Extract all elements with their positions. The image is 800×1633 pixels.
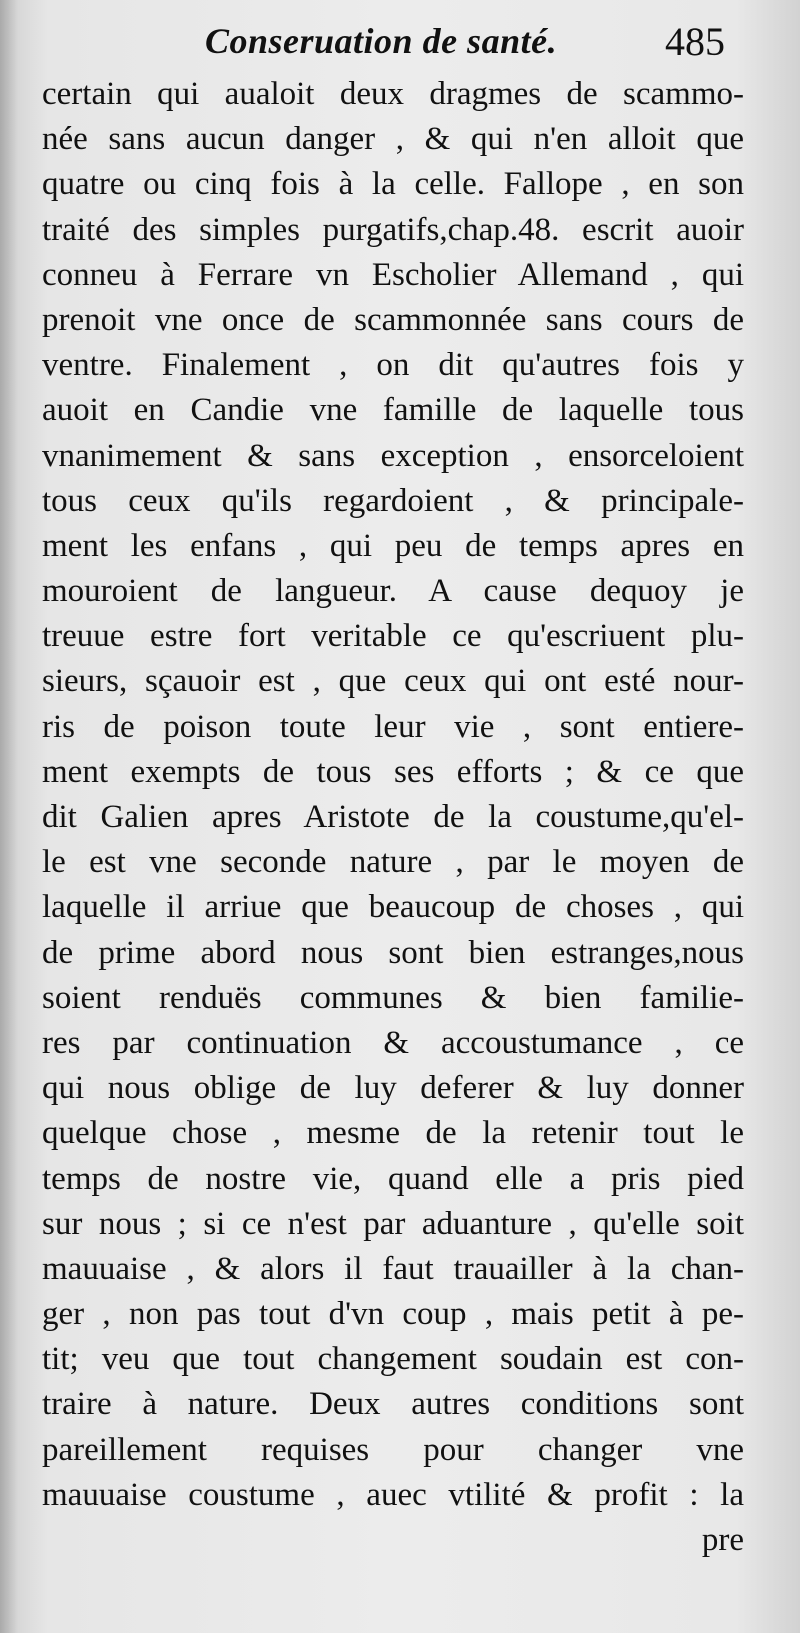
text-line: mauuaise coustume , auec vtilité & profit : la (42, 1476, 744, 1513)
text-line: tous ceux qu'ils regardoient , & principale- (42, 482, 744, 519)
catchword: pre (701, 1522, 744, 1558)
text-line: soient renduës communes & bien familie- (42, 979, 744, 1016)
text-line: vnanimement & sans exception , ensorceloient (42, 437, 744, 474)
text-line: le est vne seconde nature , par le moyen de (42, 844, 744, 881)
text-line: quatre ou cinq fois à la celle. Fallope , en son (42, 166, 744, 203)
text-line: de prime abord nous sont bien estranges,nous (42, 934, 744, 971)
body-text (42, 72, 744, 1563)
text-line: conneu à Ferrare vn Escholier Allemand , qui (42, 256, 744, 293)
page-number: 485 (665, 19, 725, 64)
text-line: mauuaise , & alors il faut trauailler à la chan- (42, 1250, 744, 1287)
text-line: quelque chose , mesme de la retenir tout le (42, 1115, 744, 1152)
running-title: Conseruation de santé. (205, 21, 558, 61)
text-line: laquelle il arriue que beaucoup de choses , qui (42, 889, 744, 926)
text-line: treuue estre fort veritable ce qu'escriuent plu- (42, 618, 744, 655)
text-line: dit Galien apres Aristote de la coustume,qu'el- (42, 799, 744, 835)
text-line: née sans aucun danger , & qui n'en alloit que (42, 121, 744, 158)
text-line: auoit en Candie vne famille de laquelle tous (42, 392, 744, 429)
text-line: prenoit vne once de scammonnée sans cours de (42, 301, 744, 338)
text-line: tit; veu que tout changement soudain est con- (42, 1341, 744, 1378)
text-line: traire à nature. Deux autres conditions sont (42, 1386, 744, 1423)
page-header (0, 14, 800, 74)
spine-shadow (0, 0, 18, 1633)
text-line: ment exempts de tous ses efforts ; & ce que (42, 753, 744, 790)
text-line: ventre. Finalement , on dit qu'autres fois y (42, 347, 744, 384)
text-line: ger , non pas tout d'vn coup , mais petit à pe- (42, 1296, 744, 1333)
text-line: mouroient de langueur. A cause dequoy je (42, 573, 744, 610)
text-line: sur nous ; si ce n'est par aduanture , qu'elle soit (42, 1205, 744, 1242)
text-line: traité des simples purgatifs,chap.48. escrit auoir (42, 211, 744, 248)
text-line: ment les enfans , qui peu de temps apres en (42, 527, 744, 564)
text-line: pareillement requises pour changer vne (42, 1431, 744, 1468)
text-line: ris de poison toute leur vie , sont entiere- (42, 708, 744, 745)
text-line: res par continuation & accoustumance , ce (42, 1024, 744, 1061)
text-line: temps de nostre vie, quand elle a pris pied (42, 1160, 744, 1197)
text-line: sieurs, sçauoir est , que ceux qui ont esté nour- (42, 663, 744, 700)
text-line: certain qui aualoit deux dragmes de scammo- (42, 76, 744, 112)
text-line: qui nous oblige de luy deferer & luy donner (42, 1070, 744, 1107)
